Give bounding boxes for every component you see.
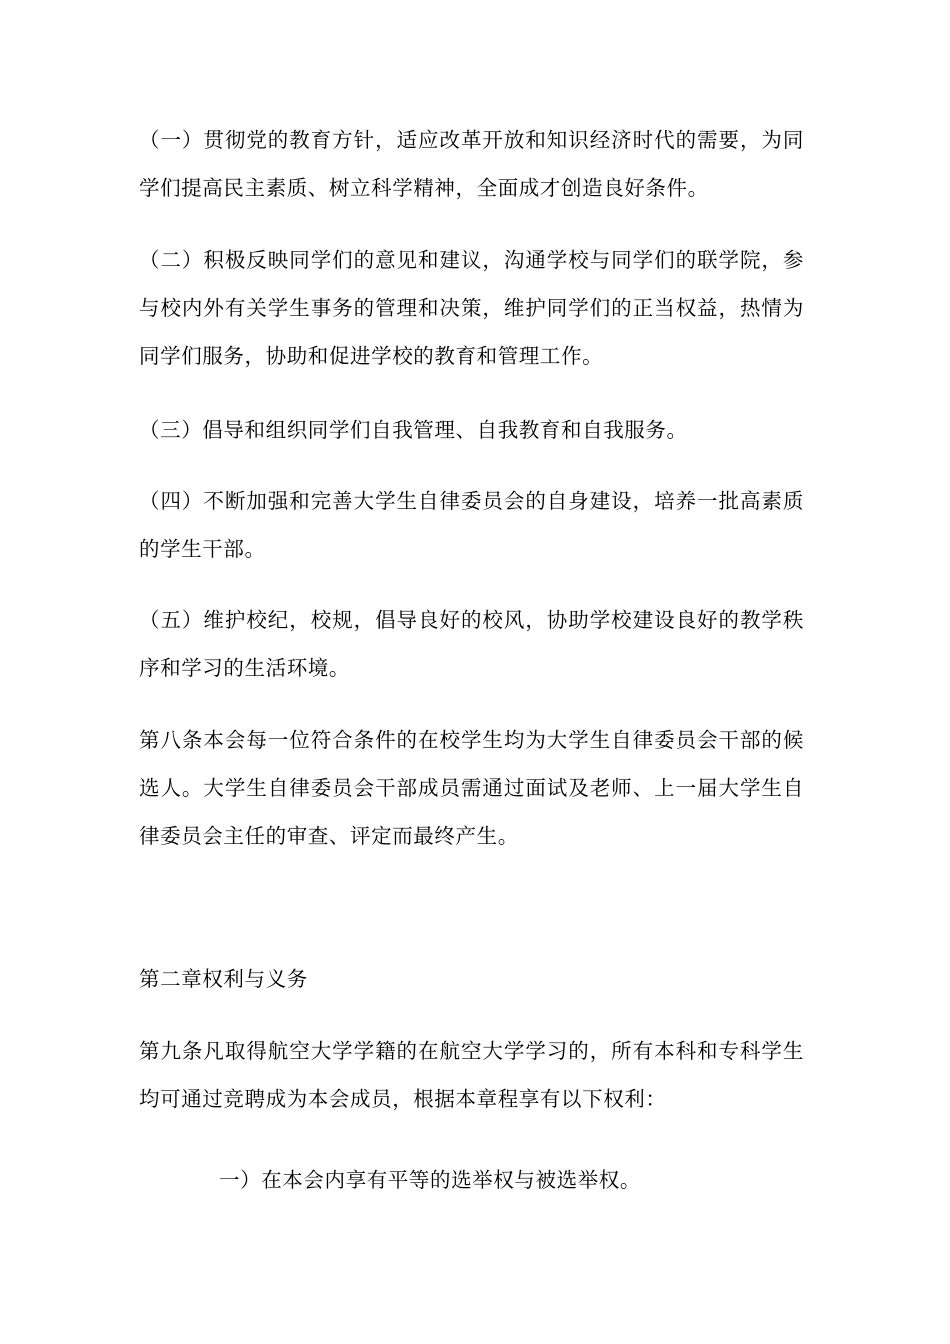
chapter-heading: 第二章权利与义务 [139, 967, 308, 991]
paragraph-item-1: （一）贯彻党的教育方针，适应改革开放和知识经济时代的需要，为同学们提高民主素质、树立科学精神，全面成才创造良好条件。 [139, 128, 804, 200]
rights-list-item-1: 一）在本会内享有平等的选举权与被选举权。 [219, 1168, 641, 1192]
paragraph-item-2: （二）积极反映同学们的意见和建议，沟通学校与同学们的联学院，参与校内外有关学生事务的管理和决策，维护同学们的正当权益，热情为同学们服务，协助和促进学校的教育和管理工作。 [139, 248, 804, 368]
article-9-paragraph: 第九条凡取得航空大学学籍的在航空大学学习的，所有本科和专科学生均可通过竞聘成为本会成员，根据本章程享有以下权利： [139, 1039, 804, 1111]
paragraph-item-5: （五）维护校纪，校规，倡导良好的校风，协助学校建设良好的教学秩序和学习的生活环境。 [139, 608, 804, 680]
article-8-paragraph: 第八条本会每一位符合条件的在校学生均为大学生自律委员会干部的候选人。大学生自律委员会干部成员需通过面试及老师、上一届大学生自律委员会主任的审查、评定而最终产生。 [139, 728, 804, 848]
paragraph-item-3: （三）倡导和组织同学们自我管理、自我教育和自我服务。 [139, 418, 688, 442]
paragraph-item-4: （四）不断加强和完善大学生自律委员会的自身建设，培养一批高素质的学生干部。 [139, 489, 804, 561]
